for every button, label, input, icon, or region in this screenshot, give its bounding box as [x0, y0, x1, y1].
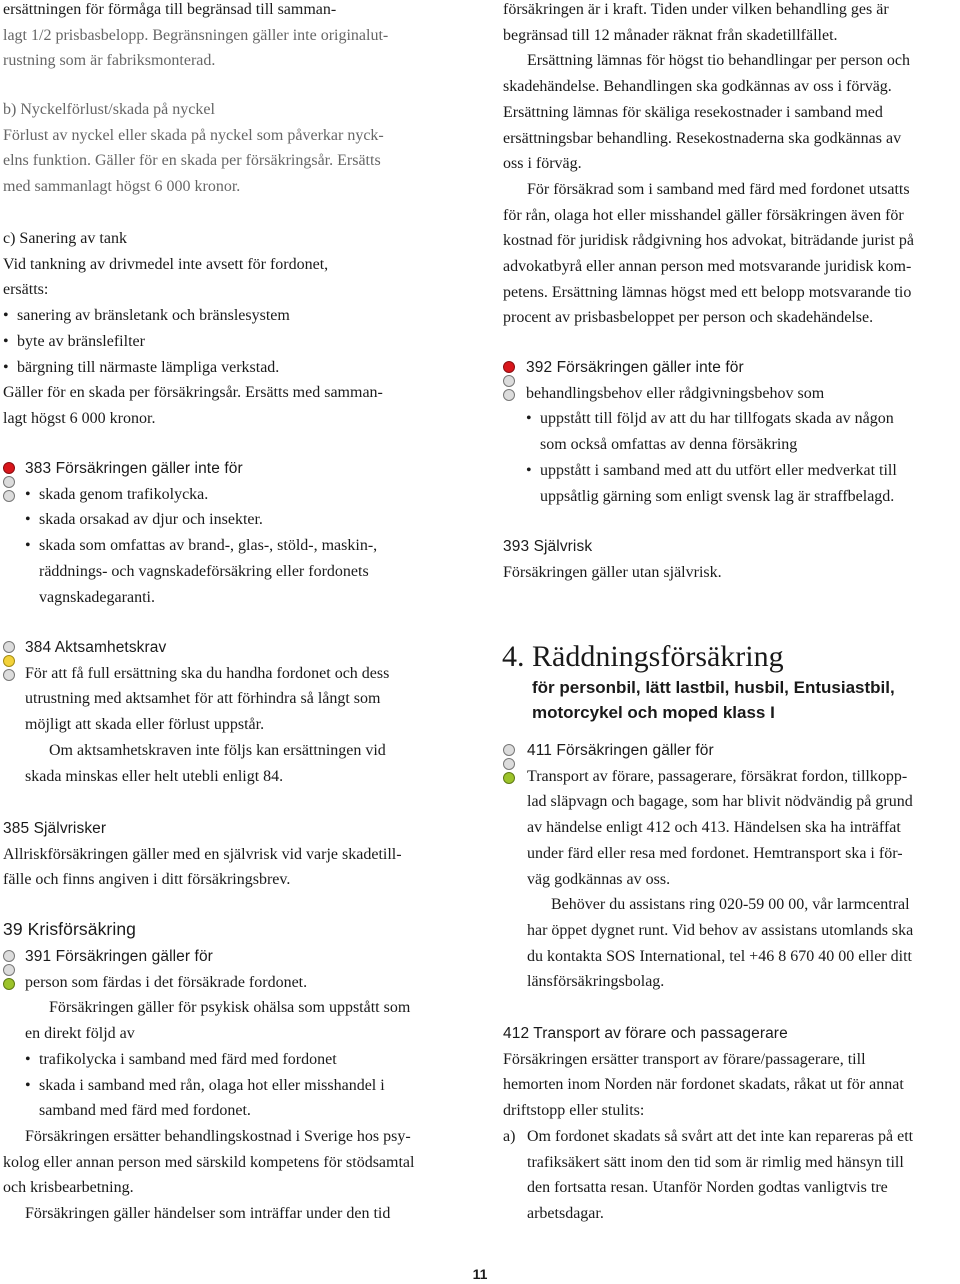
list-item: • bärgning till närmaste lämpliga verkstad. [3, 355, 453, 381]
list-item [526, 406, 958, 457]
off-light-icon [3, 641, 15, 653]
text-line: Ersättning lämnas för skäliga resekostnader i samband med [503, 103, 883, 121]
text-line: Om fordonet skadats så svårt att det inte kan repareras på ett [527, 1127, 914, 1145]
subtitle-line: motorcykel och moped klass I [532, 703, 775, 722]
off-light-icon [3, 950, 15, 962]
bullet-list [526, 406, 958, 509]
chapter-subtitle [532, 675, 958, 725]
section-391-cont [3, 1124, 459, 1227]
text-line: Försäkringen gäller för psykisk ohälsa som uppstått som [49, 999, 411, 1017]
text-line: Gäller för en skada per försäkringsår. Ersätts med samman- [3, 384, 383, 402]
text-line: skada minskas eller helt utebli enligt 84. [25, 767, 284, 785]
text-line: Förlust av nyckel eller skada på nyckel som påverkar nyck- [3, 126, 384, 144]
off-light-icon [503, 375, 515, 387]
text-line: uppsåtlig gärning som enligt svensk lag är straffbelagd. [540, 487, 895, 505]
text-line: lagt högst 6 000 kronor. [3, 409, 156, 427]
text-line: • uppstått till följd av att du har tillfogats skada av någon [540, 410, 894, 428]
off-light-icon [503, 758, 515, 770]
text-line: person som färdas i det försäkrade fordonet. [25, 973, 308, 991]
text-line: av händelse enligt 412 och 413. Händelsen ska ha inträffat [527, 819, 901, 837]
text-line: för rån, olaga hot eller misshandel gäller försäkringen även för [503, 206, 904, 224]
section-412 [503, 1021, 958, 1227]
subtitle-line: för personbil, lätt lastbil, husbil, Entusiastbil, [532, 678, 895, 697]
text-line: För försäkrad som i samband med färd med fordonet utsatts [527, 180, 910, 198]
section-384 [25, 635, 455, 789]
green-light-icon [3, 978, 15, 990]
text-line: Transport av förare, passagerare, försäkrat fordon, tillkopp- [527, 767, 908, 785]
section-c [3, 226, 453, 432]
off-light-icon [3, 669, 15, 681]
intro-paragraph [3, 0, 453, 74]
text-line: Försäkringen gäller utan självrisk. [503, 563, 722, 581]
list-item: • skada i samband med rån, olaga hot eller misshandel i [25, 1073, 455, 1099]
traffic-light-icon [3, 950, 17, 992]
text-line: som också omfattas av denna försäkring [540, 436, 798, 454]
text-line: Allriskförsäkringen gäller med en självrisk vid varje skadetill- [3, 845, 402, 863]
section-b [3, 97, 453, 200]
text-line: möjligt att skada eller förlust uppstår. [25, 716, 265, 734]
text-line: försäkringen är i kraft. Tiden under vilken behandling ges är [503, 1, 889, 18]
section-heading: 393 Självrisk [503, 538, 593, 555]
text-line: den fortsatta resan. Utanför Norden godtas vanligtvis tre [527, 1179, 888, 1197]
section-heading: 412 Transport av förare och passagerare [503, 1025, 788, 1042]
off-light-icon [3, 964, 15, 976]
text-line: med sammanlagt högst 6 000 kronor. [3, 178, 241, 196]
section-heading: 39 Krisförsäkring [3, 919, 137, 939]
traffic-light-icon [3, 462, 17, 504]
text-line: lagt 1/2 prisbasbelopp. Begränsningen gäller inte originalut- [3, 26, 389, 44]
text-line: elns funktion. Gäller för en skada per försäkringsår. Ersätts [3, 152, 381, 170]
text-line: kostnad för juridisk rådgivning hos advokat, biträdande jurist på [503, 232, 915, 250]
text-line: procent av prisbasbeloppet per person och skadehändelse. [503, 309, 874, 327]
text-line: fälle och finns angiven i ditt försäkringsbrev. [3, 871, 291, 889]
off-light-icon [503, 389, 515, 401]
chapter-title [502, 640, 957, 674]
list-item: • skada genom trafikolycka. [25, 482, 455, 508]
list-item [526, 458, 958, 509]
text-line: kolog eller annan person med särskild kompetens för stödsamtal [3, 1153, 415, 1171]
bullet-list [3, 303, 453, 380]
text-line: har öppet dygnet runt. Vid behov av assistans utomlands ska [527, 921, 914, 939]
text-line: begränsad till 12 månader räknat från skadetillfället. [503, 26, 838, 44]
off-light-icon [503, 744, 515, 756]
text-line: en direkt följd av [25, 1025, 135, 1043]
text-line: vagnskadegaranti. [39, 588, 155, 606]
page-number: 11 [472, 1266, 488, 1282]
traffic-light-icon [3, 641, 17, 683]
text-line: hemorten inom Norden när fordonet skadats, råkat ut för annat [503, 1076, 904, 1094]
text-line: Försäkringen ersätter behandlingskostnad i Sverige hos psy- [25, 1128, 411, 1145]
red-light-icon [503, 361, 515, 373]
text-line: samband med färd med fordonet. [39, 1102, 251, 1120]
section-385 [3, 816, 458, 893]
section-411 [527, 738, 958, 995]
text-line: Försäkringen ersätter transport av förare/passagerare, till [503, 1050, 866, 1068]
green-light-icon [503, 772, 515, 784]
text-line: väg godkännas av oss. [527, 870, 671, 888]
text-line: lad släpvagn och bagage, som har blivit nödvändig på grund [527, 793, 913, 811]
text-line: under färd eller resa med fordonet. Hemtransport ska i för- [527, 844, 903, 862]
section-heading: 385 Självrisker [3, 820, 107, 837]
text-line: För att få full ersättning ska du handha fordonet och dess [25, 664, 390, 682]
traffic-light-icon [503, 361, 517, 403]
off-light-icon [3, 490, 15, 502]
section-heading: c) Sanering av tank [3, 230, 127, 247]
text-line: Behöver du assistans ring 020-59 00 00, vår larmcentral [551, 896, 910, 914]
list-item: • skada orsakad av djur och insekter. [25, 507, 455, 533]
text-line: trafiksäkert sätt inom den tid som är rimlig med hänsyn till [527, 1153, 904, 1171]
text-line: räddnings- och vagnskadeförsäkring eller fordonets [39, 562, 369, 580]
section-39 [3, 917, 458, 943]
text-line: oss i förväg. [503, 155, 582, 173]
text-line: länsförsäkringsbolag. [527, 973, 665, 991]
yellow-light-icon [3, 655, 15, 667]
bullet-list [25, 482, 455, 559]
text-line: du kontakta SOS International, tel +46 8 670 40 00 eller ditt [527, 947, 912, 965]
section-heading: 392 Försäkringen gäller inte för [526, 359, 744, 376]
section-391 [25, 944, 455, 1124]
list-item: • byte av bränslefilter [3, 329, 453, 355]
list-item [503, 1124, 958, 1227]
text-line: behandlingsbehov eller rådgivningsbehov som [526, 384, 825, 402]
text-line: rustning som är fabriksmonterad. [3, 52, 216, 70]
off-light-icon [3, 476, 15, 488]
section-heading: 383 Försäkringen gäller inte för [25, 460, 243, 477]
bullet-list [25, 1047, 455, 1098]
list-label: a) [503, 1127, 516, 1145]
section-heading: b) Nyckelförlust/skada på nyckel [3, 101, 215, 118]
list-item: • skada som omfattas av brand-, glas-, stöld-, maskin-, [25, 533, 455, 559]
text-line: Om aktsamhetskraven inte följs kan ersättningen vid [49, 741, 386, 759]
text-line: petens. Ersättning lämnas högst med ett belopp motsvarande tio [503, 283, 912, 301]
text-line: Vid tankning av drivmedel inte avsett för fordonet, [3, 255, 329, 273]
text-line: och krisbearbetning. [3, 1179, 134, 1197]
section-heading: 384 Aktsamhetskrav [25, 639, 167, 656]
traffic-light-icon [503, 744, 517, 786]
text-line: Ersättning lämnas för högst tio behandlingar per person och [527, 52, 911, 70]
text-line: Försäkringen gäller händelser som inträffar under den tid [25, 1205, 391, 1223]
section-392 [526, 355, 958, 509]
text-line: skadehändelse. Behandlingen ska godkännas av oss i förväg. [503, 78, 892, 96]
text-line: driftstopp eller stulits: [503, 1102, 645, 1120]
section-heading: 391 Försäkringen gäller för [25, 948, 213, 965]
text-line: arbetsdagar. [527, 1204, 604, 1222]
page-title: 4. Räddningsförsäkring [502, 640, 784, 673]
red-light-icon [3, 462, 15, 474]
continued-paragraph [503, 0, 958, 331]
list-item: • sanering av bränsletank och bränslesystem [3, 303, 453, 329]
text-line: utrustning med aktsamhet för att förhindra så långt som [25, 690, 381, 708]
text-line: • uppstått i samband med att du utfört eller medverkat till [540, 461, 897, 479]
list-item: • trafikolycka i samband med färd med fordonet [25, 1047, 455, 1073]
section-393 [503, 534, 958, 585]
section-heading: 411 Försäkringen gäller för [527, 742, 714, 759]
text-line: advokatbyrå eller annan person med motsvarande juridisk kom- [503, 258, 912, 276]
text-line: ersättningen för förmåga till begränsad till samman- [3, 1, 337, 18]
text-line: ersättningsbar behandling. Resekostnaderna ska godkännas av [503, 129, 902, 147]
section-383 [25, 456, 455, 610]
text-line: ersätts: [3, 281, 49, 299]
